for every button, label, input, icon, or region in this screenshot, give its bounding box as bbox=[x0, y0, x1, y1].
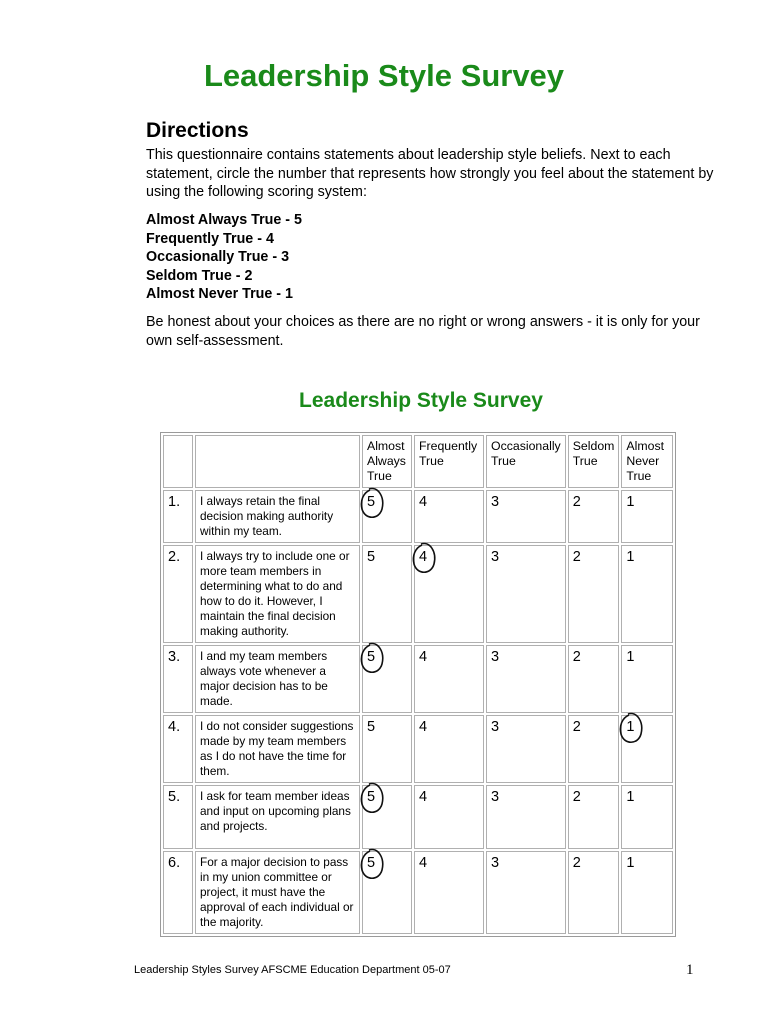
rating-value bbox=[367, 856, 375, 871]
rating-number: 1 bbox=[626, 649, 635, 665]
page-number: 1 bbox=[686, 962, 694, 978]
item-number: 1. bbox=[163, 490, 193, 543]
rating-number: 5 bbox=[367, 649, 376, 665]
table-row bbox=[163, 490, 673, 543]
rating-number: 3 bbox=[491, 789, 500, 805]
header-cell: Almost Always True bbox=[362, 435, 412, 488]
rating-cell[interactable] bbox=[486, 851, 566, 934]
rating-value bbox=[573, 650, 581, 665]
table-title: Leadership Style Survey bbox=[299, 389, 543, 412]
rating-number: 1 bbox=[626, 719, 635, 735]
rating-number: 1 bbox=[626, 494, 635, 510]
rating-number: 4 bbox=[419, 855, 428, 871]
header-cell: Frequently True bbox=[414, 435, 484, 488]
rating-cell[interactable] bbox=[486, 715, 566, 783]
rating-value bbox=[626, 720, 634, 735]
rating-cell[interactable] bbox=[362, 490, 412, 543]
rating-number: 5 bbox=[367, 855, 376, 871]
scale-item: Seldom True - 2 bbox=[146, 267, 253, 284]
rating-value bbox=[573, 856, 581, 871]
rating-value bbox=[491, 856, 499, 871]
rating-cell[interactable] bbox=[486, 785, 566, 849]
rating-cell[interactable] bbox=[568, 851, 620, 934]
rating-value bbox=[419, 720, 427, 735]
rating-cell[interactable] bbox=[621, 645, 673, 713]
rating-cell[interactable] bbox=[486, 645, 566, 713]
hand-drawn-circle-mark bbox=[619, 712, 643, 746]
rating-number: 2 bbox=[572, 649, 581, 665]
rating-cell[interactable] bbox=[621, 785, 673, 849]
statement-cell: I always try to include one or more team members in determining what to do and how to do it. However, I maintain the final decision making authority. bbox=[195, 545, 360, 643]
header-cell: Seldom True bbox=[568, 435, 620, 488]
rating-cell[interactable] bbox=[362, 715, 412, 783]
rating-value bbox=[573, 495, 581, 510]
rating-number: 3 bbox=[491, 719, 500, 735]
header-cell bbox=[163, 435, 193, 488]
item-number: 5. bbox=[163, 785, 193, 849]
rating-cell[interactable] bbox=[414, 645, 484, 713]
rating-cell[interactable] bbox=[621, 715, 673, 783]
rating-number: 4 bbox=[419, 494, 428, 510]
table-row bbox=[163, 545, 673, 643]
survey-table bbox=[160, 432, 676, 937]
rating-cell[interactable] bbox=[414, 851, 484, 934]
directions-text: This questionnaire contains statements about leadership style beliefs. Next to each statement, circle the number that represents how strongly you feel about the statement by using the following scoring system: bbox=[146, 147, 714, 200]
rating-cell[interactable] bbox=[362, 545, 412, 643]
item-number: 3. bbox=[163, 645, 193, 713]
rating-value bbox=[626, 856, 634, 871]
statement-cell: I always retain the final decision making authority within my team. bbox=[195, 490, 360, 543]
rating-value bbox=[419, 550, 427, 565]
rating-value bbox=[491, 495, 499, 510]
table-row bbox=[163, 785, 673, 849]
rating-value bbox=[491, 650, 499, 665]
rating-value bbox=[626, 790, 634, 805]
scale-item: Almost Always True - 5 bbox=[146, 212, 302, 228]
rating-number: 4 bbox=[419, 549, 428, 565]
scoring-scale bbox=[146, 211, 302, 304]
statement-cell: I ask for team member ideas and input on upcoming plans and projects. bbox=[195, 785, 360, 849]
rating-number: 1 bbox=[626, 789, 635, 805]
rating-number: 4 bbox=[419, 719, 428, 735]
statement-cell: I and my team members always vote whenever a major decision has to be made. bbox=[195, 645, 360, 713]
rating-cell[interactable] bbox=[414, 715, 484, 783]
item-number: 6. bbox=[163, 851, 193, 934]
rating-cell[interactable] bbox=[621, 545, 673, 643]
hand-drawn-circle-mark bbox=[360, 782, 384, 816]
rating-number: 5 bbox=[367, 549, 376, 565]
rating-cell[interactable] bbox=[362, 851, 412, 934]
rating-number: 4 bbox=[419, 649, 428, 665]
item-number: 4. bbox=[163, 715, 193, 783]
honesty-note: Be honest about your choices as there are no right or wrong answers - it is only for your own self-assessment. bbox=[146, 314, 700, 349]
survey-title: Leadership Style Survey bbox=[203, 58, 565, 93]
scale-item: Occasionally True - 3 bbox=[146, 249, 290, 266]
rating-value bbox=[573, 720, 581, 735]
rating-value bbox=[367, 790, 375, 805]
directions-heading: Directions bbox=[146, 119, 249, 142]
rating-value bbox=[367, 720, 375, 735]
rating-cell[interactable] bbox=[414, 785, 484, 849]
rating-number: 2 bbox=[572, 789, 581, 805]
rating-number: 3 bbox=[491, 494, 500, 510]
footer-text: Leadership Styles Survey AFSCME Education Department 05-07 bbox=[134, 964, 451, 976]
hand-drawn-circle-mark bbox=[360, 642, 384, 676]
rating-number: 2 bbox=[572, 855, 581, 871]
rating-number: 5 bbox=[367, 494, 376, 510]
header-cell: Almost Never True bbox=[621, 435, 673, 488]
rating-value bbox=[626, 650, 634, 665]
rating-value bbox=[419, 856, 427, 871]
rating-number: 5 bbox=[367, 719, 376, 735]
rating-number: 3 bbox=[491, 649, 500, 665]
rating-cell[interactable] bbox=[362, 785, 412, 849]
scale-item: Frequently True - 4 bbox=[146, 230, 274, 247]
rating-value bbox=[419, 650, 427, 665]
header-cell: Occasionally True bbox=[486, 435, 566, 488]
rating-cell[interactable] bbox=[414, 490, 484, 543]
rating-value bbox=[419, 495, 427, 510]
rating-cell[interactable] bbox=[621, 851, 673, 934]
rating-number: 3 bbox=[491, 855, 500, 871]
rating-value bbox=[626, 550, 634, 565]
rating-cell[interactable] bbox=[568, 785, 620, 849]
rating-number: 2 bbox=[572, 494, 581, 510]
rating-value bbox=[491, 720, 499, 735]
rating-number: 4 bbox=[419, 789, 428, 805]
rating-number: 2 bbox=[572, 719, 581, 735]
table-row bbox=[163, 851, 673, 934]
rating-cell[interactable] bbox=[486, 490, 566, 543]
rating-cell[interactable] bbox=[362, 645, 412, 713]
rating-cell[interactable] bbox=[568, 490, 620, 543]
rating-number: 5 bbox=[367, 789, 376, 805]
rating-value bbox=[573, 790, 581, 805]
header-cell bbox=[195, 435, 360, 488]
table-header-row bbox=[163, 435, 673, 488]
rating-number: 1 bbox=[626, 855, 635, 871]
table-row bbox=[163, 715, 673, 783]
rating-value bbox=[367, 650, 375, 665]
scale-item: Almost Never True - 1 bbox=[146, 286, 293, 303]
rating-cell[interactable] bbox=[414, 545, 484, 643]
hand-drawn-circle-mark bbox=[360, 848, 384, 882]
statement-cell: For a major decision to pass in my union committee or project, it must have the approval of each individual or the majority. bbox=[195, 851, 360, 934]
rating-cell[interactable] bbox=[568, 645, 620, 713]
rating-cell[interactable] bbox=[568, 545, 620, 643]
rating-number: 2 bbox=[572, 549, 581, 565]
rating-cell[interactable] bbox=[486, 545, 566, 643]
statement-cell: I do not consider suggestions made by my team members as I do not have the time for them. bbox=[195, 715, 360, 783]
table-row bbox=[163, 645, 673, 713]
hand-drawn-circle-mark bbox=[412, 542, 436, 576]
rating-value bbox=[491, 790, 499, 805]
rating-value bbox=[367, 495, 375, 510]
rating-cell[interactable] bbox=[621, 490, 673, 543]
rating-number: 1 bbox=[626, 549, 635, 565]
rating-value bbox=[367, 550, 375, 565]
hand-drawn-circle-mark bbox=[360, 487, 384, 521]
rating-cell[interactable] bbox=[568, 715, 620, 783]
rating-value bbox=[491, 550, 499, 565]
rating-value bbox=[419, 790, 427, 805]
rating-value bbox=[573, 550, 581, 565]
item-number: 2. bbox=[163, 545, 193, 643]
rating-number: 3 bbox=[491, 549, 500, 565]
rating-value bbox=[626, 495, 634, 510]
